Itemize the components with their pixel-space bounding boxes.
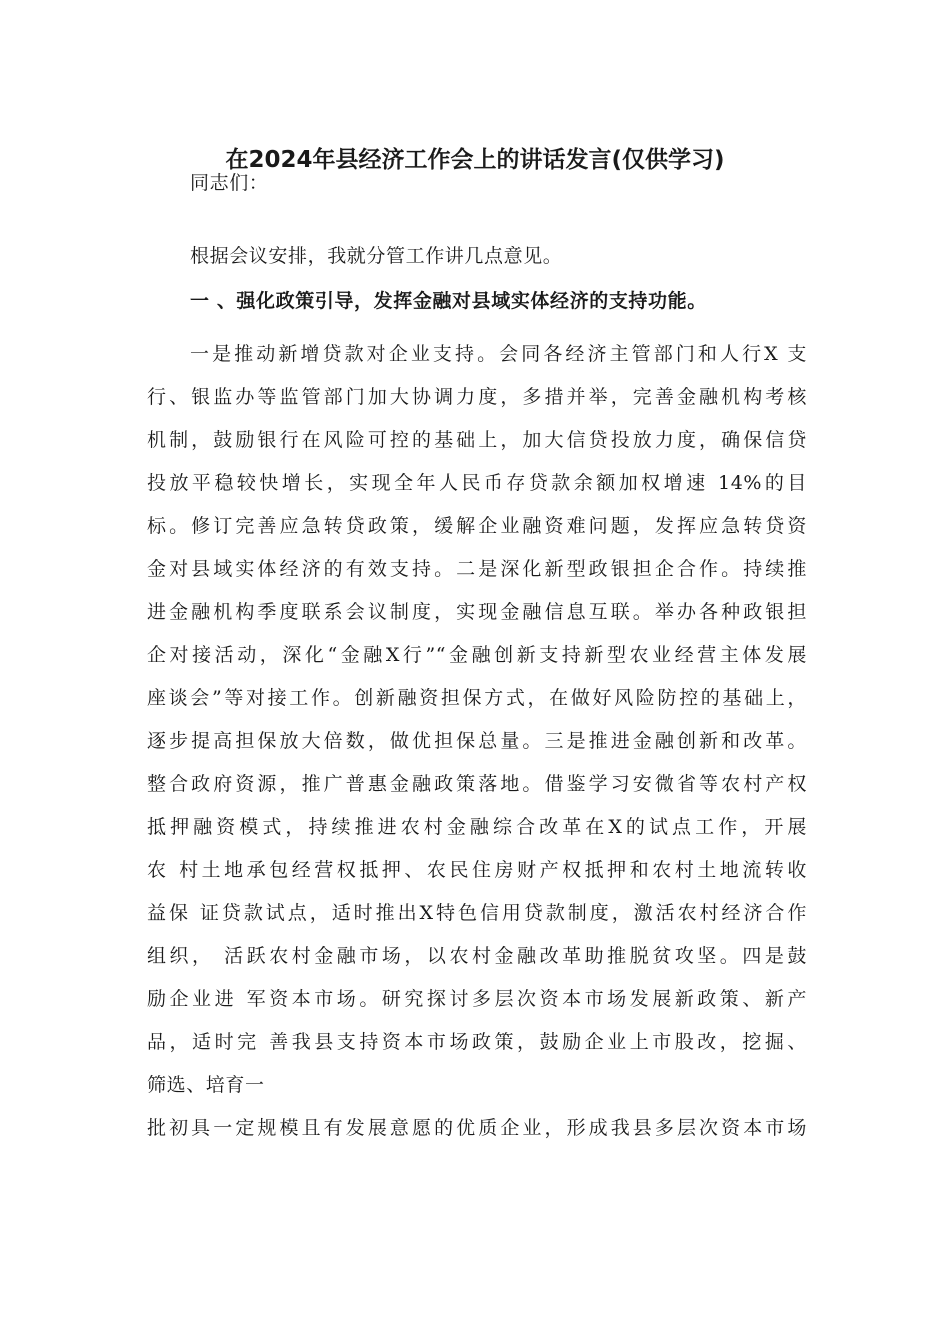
body-line: 座谈会”等对接工作。创新融资担保方式，在做好风险防控的基础上， — [147, 687, 807, 709]
intro-paragraph: 根据会议安排，我就分管工作讲几点意见。 — [190, 245, 563, 267]
body-line: 进金融机构季度联系会议制度，实现金融信息互联。举办各种政银担 — [147, 601, 807, 623]
body-line: 金对县域实体经济的有效支持。二是深化新型政银担企合作。持续推 — [147, 558, 807, 580]
body-line: 机制，鼓励银行在风险可控的基础上，加大信贷投放力度，确保信贷 — [147, 429, 807, 451]
body-line: 逐步提高担保放大倍数，做优担保总量。三是推进金融创新和改革。 — [147, 730, 807, 752]
document-title: 在2024年县经济工作会上的讲话发言(仅供学习) — [225, 147, 725, 173]
section-heading: 一 、强化政策引导，发挥金融对县域实体经济的支持功能。 — [190, 290, 707, 312]
salutation: 同志们： — [190, 172, 269, 194]
body-line: 整合政府资源，推广普惠金融政策落地。借鉴学习安微省等农村产权 — [147, 773, 807, 795]
body-line: 企对接活动，深化“金融X行”“金融创新支持新型农业经营主体发展 — [147, 644, 807, 666]
body-line: 励企业进 军资本市场。研究探讨多层次资本市场发展新政策、新产 — [147, 988, 807, 1010]
body-line: 批初具一定规模且有发展意愿的优质企业，形成我县多层次资本市场 — [147, 1117, 807, 1139]
body-line: 筛选、培育一 — [147, 1074, 265, 1096]
body-line: 农 村土地承包经营权抵押、农民住房财产权抵押和农村土地流转收 — [147, 859, 807, 881]
body-line: 一是推动新增贷款对企业支持。会同各经济主管部门和人行X 支 — [190, 343, 807, 365]
body-line: 行、银监办等监管部门加大协调力度，多措并举，完善金融机构考核 — [147, 386, 807, 408]
body-line: 组织， 活跃农村金融市场，以农村金融改革助推脱贫攻坚。四是鼓 — [147, 945, 807, 967]
body-line: 标。修订完善应急转贷政策，缓解企业融资难问题，发挥应急转贷资 — [147, 515, 807, 537]
body-line: 益保 证贷款试点，适时推出X特色信用贷款制度，激活农村经济合作 — [147, 902, 807, 924]
body-line: 品，适时完 善我县支持资本市场政策，鼓励企业上市股改，挖掘、 — [147, 1031, 807, 1053]
body-line: 抵押融资模式，持续推进农村金融综合改革在X的试点工作，开展 — [147, 816, 807, 838]
body-line: 投放平稳较快增长，实现全年人民币存贷款余额加权增速 14%的目 — [147, 472, 807, 494]
